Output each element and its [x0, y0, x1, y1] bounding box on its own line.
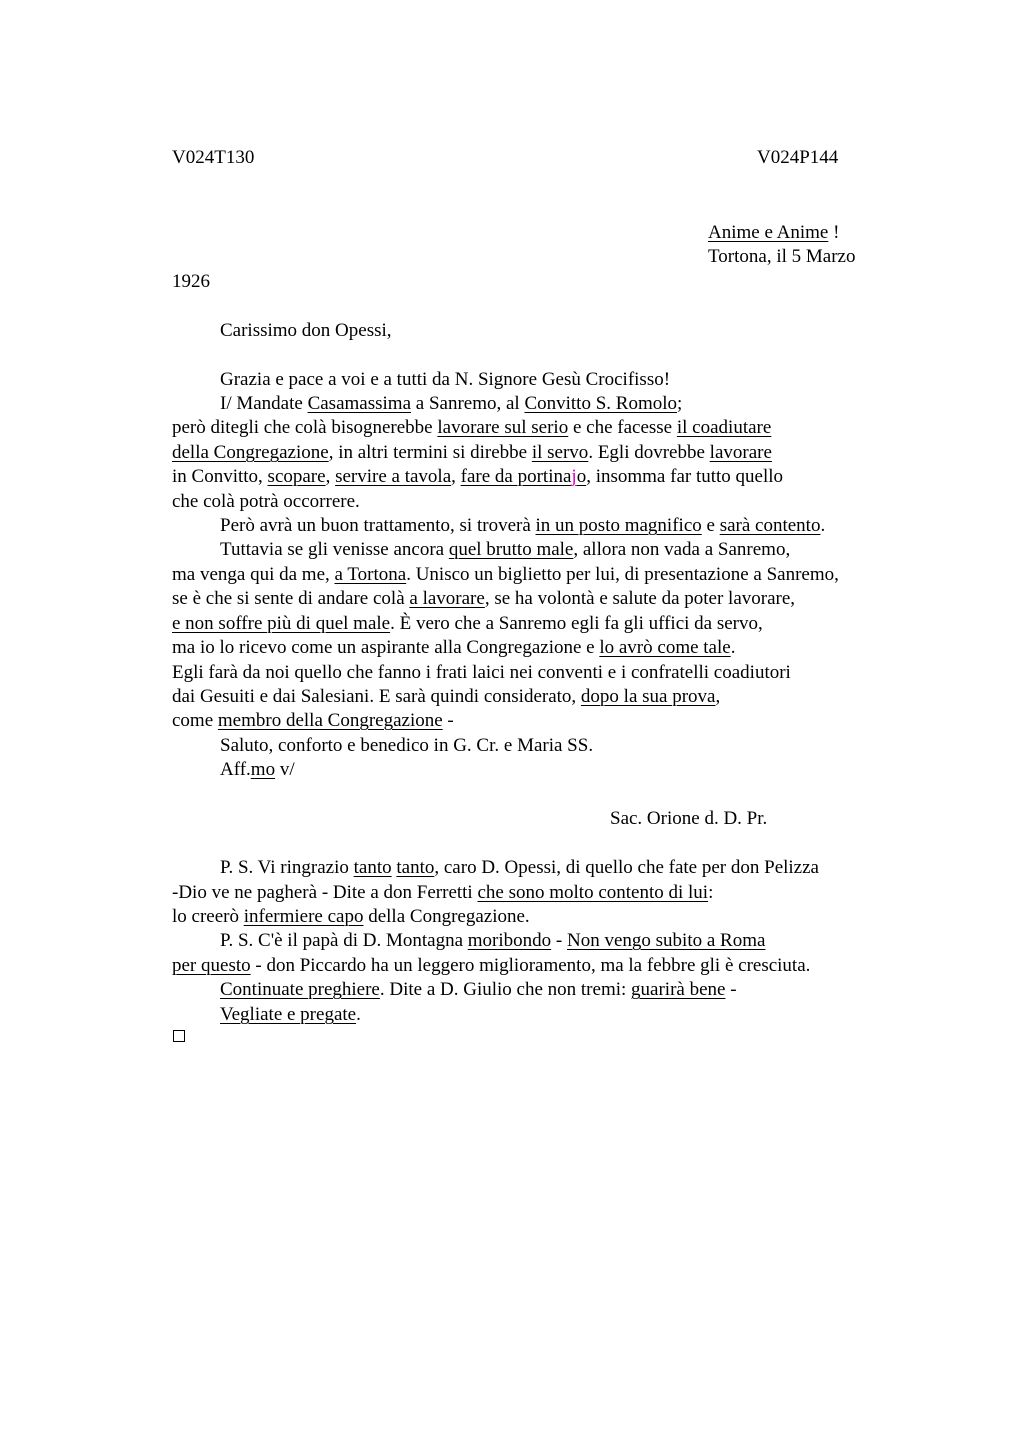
- postscript-line: -Dio ve ne pagherà - Dite a don Ferretti che sono molto contento di lui:: [172, 882, 714, 903]
- dateline-year: 1926: [172, 271, 210, 292]
- body-line: Grazia e pace a voi e a tutti da N. Signore Gesù Crocifisso!: [220, 369, 671, 390]
- body-line: I/ Mandate Casamassima a Sanremo, al Convitto S. Romolo;: [220, 393, 683, 414]
- body-line: come membro della Congregazione -: [172, 710, 454, 731]
- body-line: Saluto, conforto e benedico in G. Cr. e Maria SS.: [220, 735, 594, 756]
- body-line: ma venga qui da me, a Tortona. Unisco un biglietto per lui, di presentazione a Sanremo,: [172, 564, 839, 585]
- body-line: dai Gesuiti e dai Salesiani. E sarà quindi considerato, dopo la sua prova,: [172, 686, 721, 707]
- body-line: Egli farà da noi quello che fanno i frati laici nei conventi e i confratelli coadiutori: [172, 662, 791, 683]
- letter-title: Anime e Anime !: [708, 222, 840, 243]
- body-line: in Convitto, scopare, servire a tavola, fare da portinajo, insomma far tutto quello: [172, 466, 784, 487]
- body-line: se è che si sente di andare colà a lavorare, se ha volontà e salute da poter lavorare,: [172, 588, 796, 609]
- postscript-line: Vegliate e pregate.: [220, 1004, 361, 1025]
- body-line: Tuttavia se gli venisse ancora quel brutto male, allora non vada a Sanremo,: [220, 539, 791, 560]
- body-line: della Congregazione, in altri termini si direbbe il servo. Egli dovrebbe lavorare: [172, 442, 772, 463]
- signature: Sac. Orione d. D. Pr.: [610, 808, 768, 829]
- body-line: che colà potrà occorrere.: [172, 491, 360, 512]
- body-line: e non soffre più di quel male. È vero che a Sanremo egli fa gli uffici da servo,: [172, 613, 763, 634]
- document-code-right: V024P144: [757, 147, 839, 168]
- dateline: Tortona, il 5 Marzo: [708, 246, 856, 267]
- body-line: però ditegli che colà bisognerebbe lavorare sul serio e che facesse il coadiutare: [172, 417, 772, 438]
- postscript-line: lo creerò infermiere capo della Congregazione.: [172, 906, 530, 927]
- document-code-left: V024T130: [172, 147, 255, 168]
- postscript-line: P. S. Vi ringrazio tanto tanto, caro D. Opessi, di quello che fate per don Pelizza: [220, 857, 819, 878]
- closing: Aff.mo v/: [220, 759, 295, 780]
- end-marker-box: [173, 1030, 185, 1042]
- postscript-line: Continuate preghiere. Dite a D. Giulio che non tremi: guarirà bene -: [220, 979, 737, 1000]
- salutation: Carissimo don Opessi,: [220, 320, 392, 341]
- postscript-line: per questo - don Piccardo ha un leggero miglioramento, ma la febbre gli è cresciuta.: [172, 955, 811, 976]
- body-line: Però avrà un buon trattamento, si troverà in un posto magnifico e sarà contento.: [220, 515, 826, 536]
- postscript-line: P. S. C'è il papà di D. Montagna moribondo - Non vengo subito a Roma: [220, 930, 766, 951]
- body-line: ma io lo ricevo come un aspirante alla Congregazione e lo avrò come tale.: [172, 637, 736, 658]
